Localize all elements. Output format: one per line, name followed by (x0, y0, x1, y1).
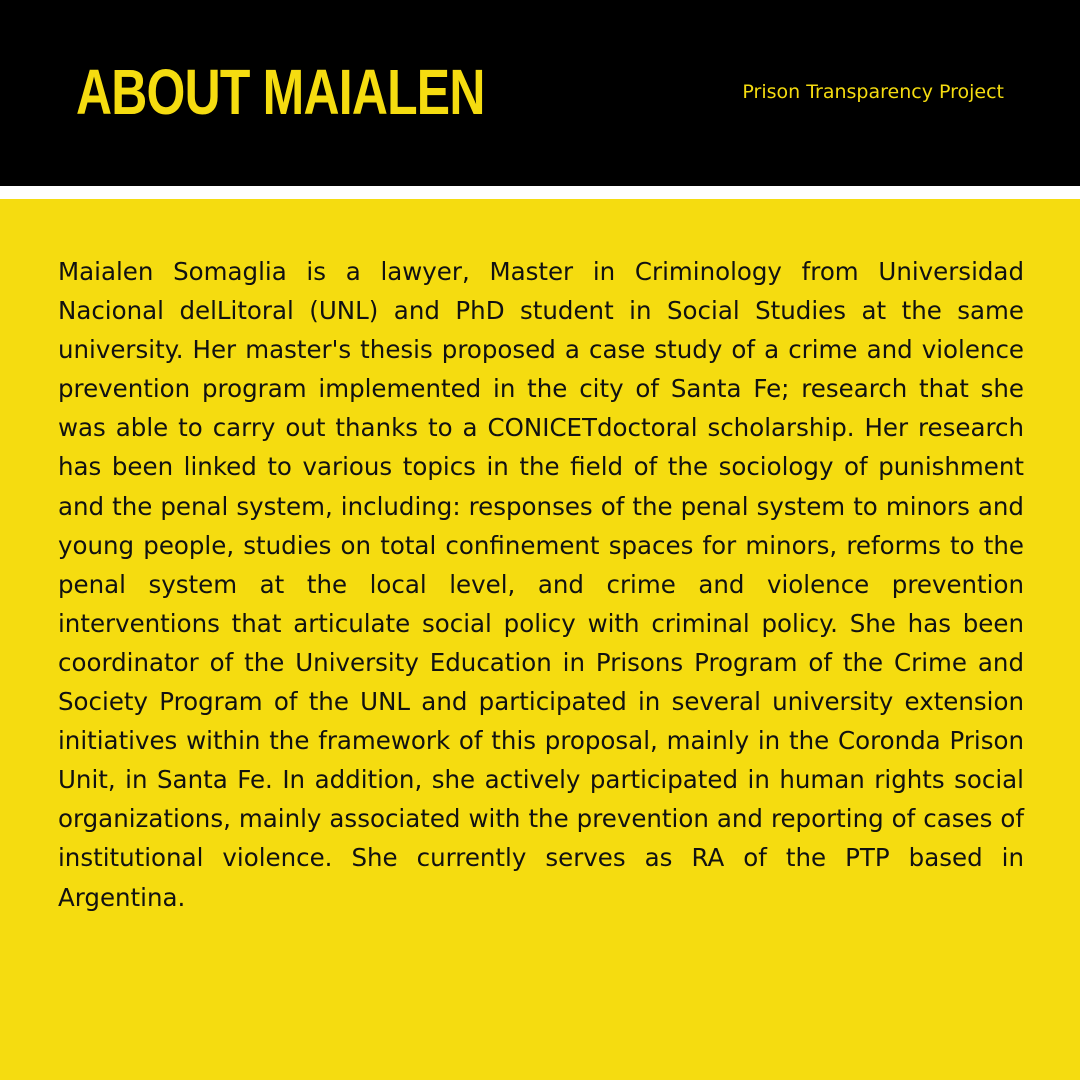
header-divider (0, 186, 1080, 199)
header-bar (0, 0, 1080, 186)
page-title: ABOUT MAIALEN (76, 56, 485, 128)
bio-panel (0, 199, 1080, 1080)
project-name: Prison Transparency Project (742, 81, 1004, 103)
bio-text: Maialen Somaglia is a lawyer, Master in Criminology from Universidad Nacional delLitoral (UNL) and PhD student in Social Studies at the same university. Her master's thesis proposed a case study of a crime and violence prevention program implemented in the city of Santa Fe; research that she was able to carry out thanks to a CONICETdoctoral scholarship. Her research has been linked to various topics in the field of the sociology of punishment and the penal system, including: responses of the penal system to minors and young people, studies on total confinement spaces for minors, reforms to the penal system at the local level, and crime and violence prevention interventions that articulate social policy with criminal policy. She has been coordinator of the University Education in Prisons Program of the Crime and Society Program of the UNL and participated in several university extension initiatives within the framework of this proposal, mainly in the Coronda Prison Unit, in Santa Fe. In addition, she actively participated in human rights social organizations, mainly associated with the prevention and reporting of cases of institutional violence. She currently serves as RA of the PTP based in Argentina. (58, 257, 1024, 912)
